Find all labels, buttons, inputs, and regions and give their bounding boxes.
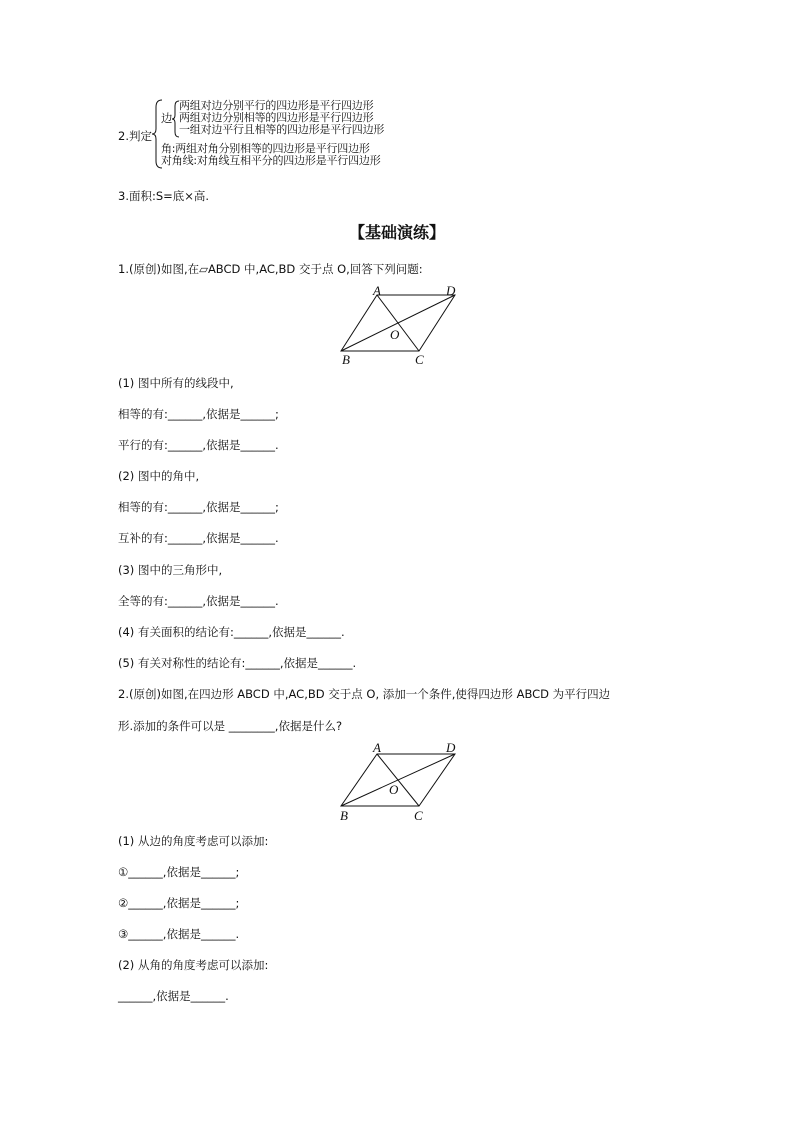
q2-side-option-1: ①______,依据是______; [118, 865, 240, 879]
label-O: O [390, 327, 400, 342]
q1-part3: (3) 图中的三角形中, [118, 563, 223, 577]
diagonal-criterion: 对角线:对角线互相平分的四边形是平行四边形 [161, 154, 381, 167]
q2-angle-option: ______,依据是______. [118, 989, 229, 1003]
label-O: O [389, 782, 399, 797]
q1-equal-angles: 相等的有:______,依据是______; [118, 500, 279, 514]
q1-stem: 1.(原创)如图,在▱ABCD 中,AC,BD 交于点 O,回答下列问题: [118, 262, 423, 276]
side-item-1: 两组对边分别平行的四边形是平行四边形 [179, 99, 374, 112]
label-D: D [446, 283, 456, 298]
q2-side-option-2: ②______,依据是______; [118, 896, 240, 910]
angle-criterion: 角:两组对角分别相等的四边形是平行四边形 [161, 142, 370, 155]
q1-equal-segments: 相等的有:______,依据是______; [118, 407, 279, 421]
q2-stem-line1: 2.(原创)如图,在四边形 ABCD 中,AC,BD 交于点 O, 添加一个条件,使得四边形 ABCD 为平行四边 [118, 687, 611, 701]
label-A: A [373, 283, 381, 298]
q1-part1: (1) 图中所有的线段中, [118, 376, 234, 390]
side-item-2: 两组对边分别相等的四边形是平行四边形 [179, 111, 374, 124]
q1-congruent-triangles: 全等的有:______,依据是______. [118, 594, 279, 608]
label-D: D [446, 740, 456, 755]
q2-part2: (2) 从角的角度考虑可以添加: [118, 958, 269, 972]
q1-part2: (2) 图中的角中, [118, 469, 200, 483]
q1-part4-area: (4) 有关面积的结论有:______,依据是______. [118, 625, 345, 639]
label-C: C [414, 808, 423, 823]
area-formula: 3.面积:S=底×高. [118, 189, 210, 203]
side-label: 边 [161, 111, 173, 125]
label-B: B [340, 808, 348, 823]
q2-side-option-3: ③______,依据是______. [118, 927, 240, 941]
label-C: C [415, 352, 424, 367]
judgement-label: 2.判定 [118, 129, 152, 143]
parallelogram-figure-2 [330, 738, 470, 824]
side-item-3: 一组对边平行且相等的四边形是平行四边形 [179, 123, 385, 136]
label-B: B [342, 352, 350, 367]
label-A: A [373, 740, 381, 755]
q2-stem-line2: 形.添加的条件可以是 ________,依据是什么? [118, 719, 343, 733]
q1-parallel-segments: 平行的有:______,依据是______. [118, 438, 279, 452]
q1-supplementary-angles: 互补的有:______,依据是______. [118, 531, 279, 545]
parallelogram-figure-1 [330, 283, 470, 369]
q2-part1: (1) 从边的角度考虑可以添加: [118, 834, 269, 848]
q1-part5-symmetry: (5) 有关对称性的结论有:______,依据是______. [118, 656, 357, 670]
section-title: 【基础演练】 [348, 223, 445, 242]
